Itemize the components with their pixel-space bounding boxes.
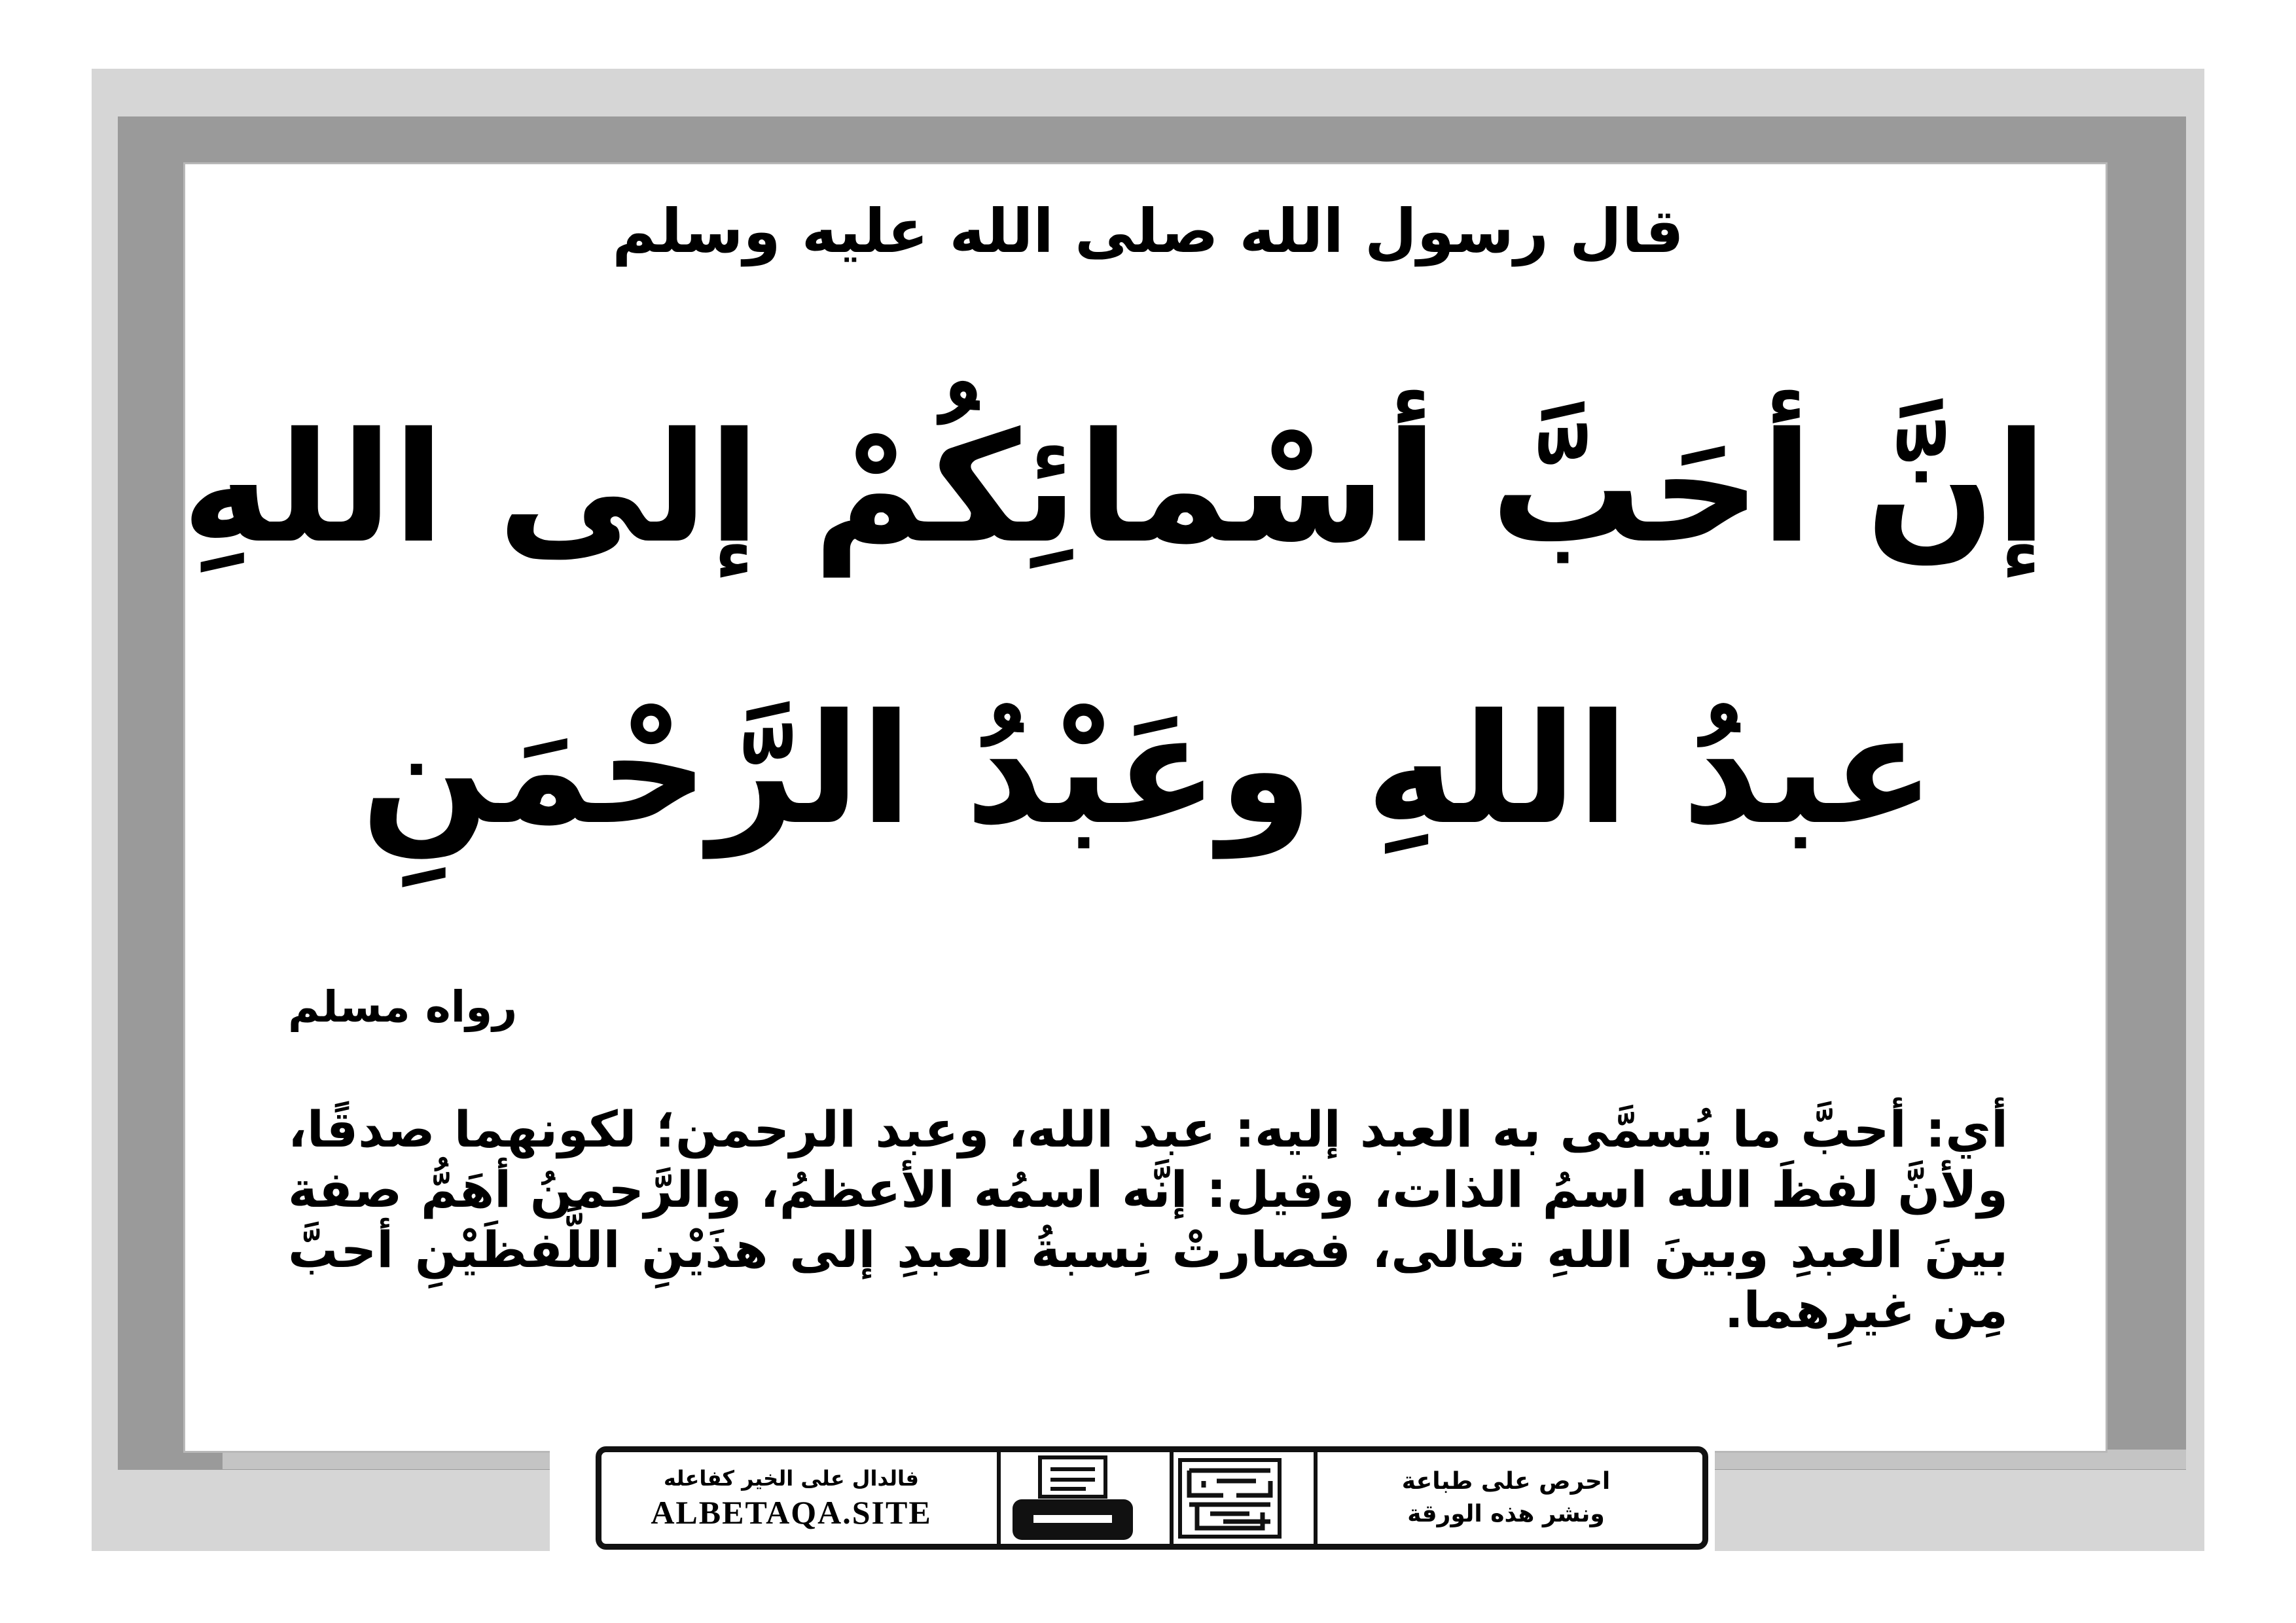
footer-divider-mid xyxy=(1170,1452,1174,1544)
printer-icon xyxy=(1007,1455,1138,1543)
footer-banner xyxy=(596,1446,1708,1550)
dawat-alwaraqa-logo-icon xyxy=(1177,1457,1282,1539)
print-appeal xyxy=(1310,1452,1702,1544)
hadith-line-1: إنَّ أحَبَّ أسْمائِكُمْ إلى اللهِ xyxy=(181,400,2047,577)
explanation-paragraph: أي: أحبَّ ما يُسمَّى به العبد إليه: عبد الله، وعبد الرحمن؛ لكونهما صدقًا، ولأنَّ لفظَ الله اسمُ الذات، وقيل: إنَّه اسمُه الأعظمُ، والرَّحمنُ أهَمُّ صفة بينَ العبدِ وبينَ اللهِ تعالى، فصارتْ نِسبةُ العبدِ إلى هذَيْنِ اللَّفظَيْنِ أحبَّ مِن غيرِهما. xyxy=(288,1100,2008,1339)
intro-heading: قال رسول الله صلى الله عليه وسلم xyxy=(612,196,1684,266)
footer-tagline: فالدال على الخير كفاعله xyxy=(664,1466,919,1491)
print-appeal-line-1: احرص على طباعة xyxy=(1401,1468,1611,1495)
footer-divider-right xyxy=(1314,1452,1318,1544)
print-appeal-line-2: ونشر هذه الورقة xyxy=(1407,1501,1605,1527)
narrator-attribution: رواه مسلم xyxy=(288,982,518,1032)
footer-divider-left xyxy=(997,1452,1001,1544)
site-block xyxy=(601,1452,981,1544)
hadith-line-2: عبدُ اللهِ وعَبْدُ الرَّحْمَنِ xyxy=(361,681,1935,858)
site-link[interactable]: ALBETAQA.SITE xyxy=(651,1494,932,1531)
